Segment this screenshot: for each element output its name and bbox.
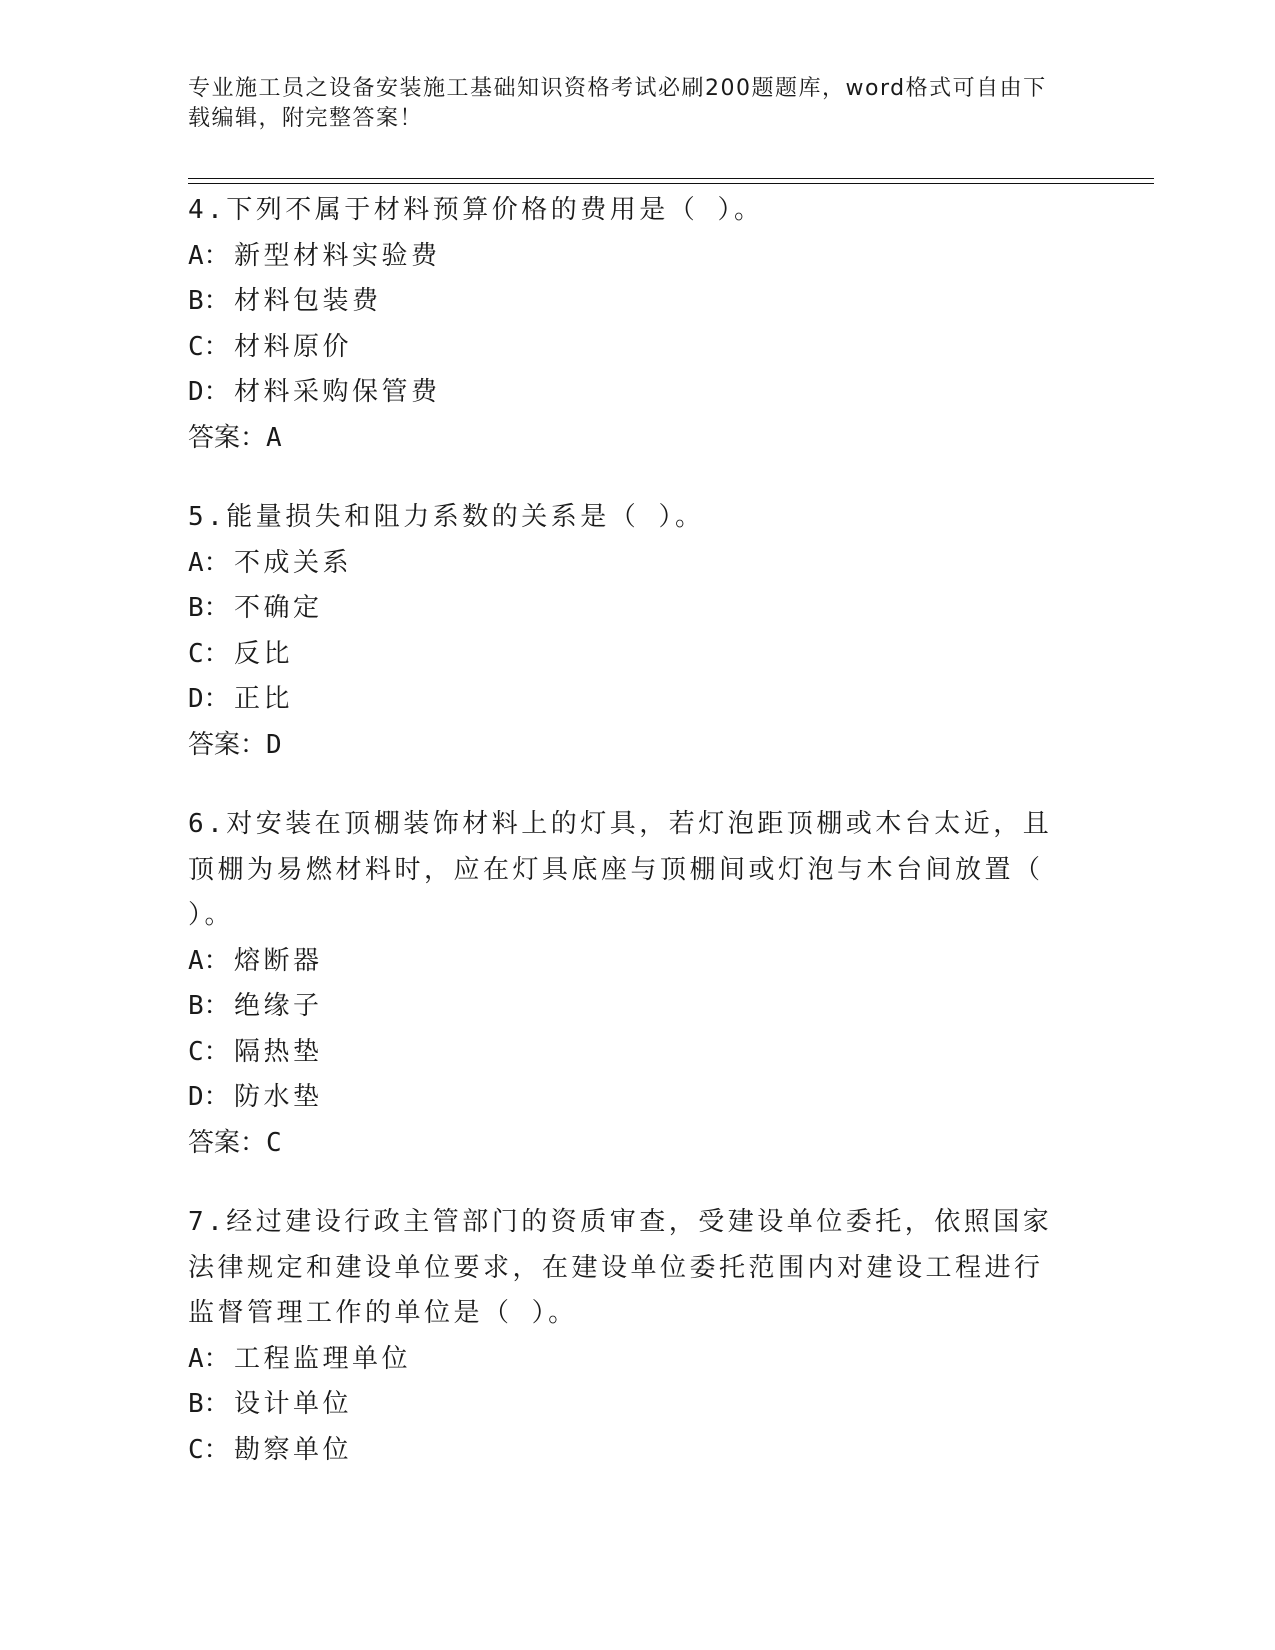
question-list xyxy=(188,188,1068,1507)
option-c xyxy=(188,325,1068,371)
question-4 xyxy=(188,188,1068,461)
option-text: 材料采购保管费 xyxy=(234,377,441,407)
option-d xyxy=(188,370,1068,416)
answer-line xyxy=(188,1121,1068,1167)
option-key: D： xyxy=(188,1082,230,1112)
answer-value: D xyxy=(266,729,282,760)
option-key: C： xyxy=(188,638,230,669)
question-stem: 4.下列不属于材料预算价格的费用是（ ）。 xyxy=(188,195,764,225)
option-text: 反比 xyxy=(234,638,294,669)
answer-value: A xyxy=(266,422,282,453)
option-key: C： xyxy=(188,1434,230,1465)
answer-line xyxy=(188,723,1068,769)
option-key: B： xyxy=(188,286,230,316)
option-text: 不成关系 xyxy=(234,547,353,578)
option-text: 熔断器 xyxy=(234,945,323,976)
option-a xyxy=(188,541,1068,587)
document-header: 专业施工员之设备安装施工基础知识资格考试必刷200题题库，word格式可自由下载编辑，附完整答案！ xyxy=(188,76,1047,131)
option-text: 材料原价 xyxy=(234,331,353,362)
answer-value: C xyxy=(266,1127,282,1158)
answer-label: 答案： xyxy=(188,1127,267,1158)
option-b xyxy=(188,984,1068,1030)
option-b xyxy=(188,586,1068,632)
option-d xyxy=(188,677,1068,723)
option-key: A： xyxy=(188,240,230,271)
option-key: D： xyxy=(188,377,230,407)
header-rule-bottom xyxy=(188,183,1154,184)
option-key: D： xyxy=(188,684,230,714)
answer-label: 答案： xyxy=(188,422,267,453)
option-c xyxy=(188,1428,1068,1474)
question-5 xyxy=(188,495,1068,768)
answer-label: 答案： xyxy=(188,729,267,760)
option-text: 绝缘子 xyxy=(234,991,323,1021)
option-c xyxy=(188,1030,1068,1076)
question-stem: 5.能量损失和阻力系数的关系是（ ）。 xyxy=(188,502,705,532)
option-a xyxy=(188,939,1068,985)
option-b xyxy=(188,279,1068,325)
option-c xyxy=(188,632,1068,678)
option-text: 正比 xyxy=(234,684,294,714)
header-rule-top xyxy=(188,178,1154,179)
option-key: B： xyxy=(188,991,230,1021)
question-stem: 6.对安装在顶棚装饰材料上的灯具，若灯泡距顶棚或木台太近，且顶棚为易燃材料时，应在灯具底座与顶棚间或灯泡与木台间放置（ ）。 xyxy=(188,809,1053,930)
option-key: C： xyxy=(188,331,230,362)
option-text: 工程监理单位 xyxy=(234,1343,412,1374)
option-d xyxy=(188,1075,1068,1121)
option-b xyxy=(188,1382,1068,1428)
option-text: 隔热垫 xyxy=(234,1036,323,1067)
option-text: 材料包装费 xyxy=(234,286,382,316)
question-7 xyxy=(188,1200,1068,1473)
question-stem: 7.经过建设行政主管部门的资质审查，受建设单位委托，依照国家法律规定和建设单位要求，在建设单位委托范围内对建设工程进行监督管理工作的单位是（ ）。 xyxy=(188,1207,1053,1328)
option-key: B： xyxy=(188,1389,230,1419)
option-a xyxy=(188,1337,1068,1383)
option-a xyxy=(188,234,1068,280)
option-key: C： xyxy=(188,1036,230,1067)
option-text: 设计单位 xyxy=(234,1389,353,1419)
question-6 xyxy=(188,802,1068,1166)
option-key: A： xyxy=(188,945,230,976)
option-text: 防水垫 xyxy=(234,1082,323,1112)
option-key: A： xyxy=(188,1343,230,1374)
option-key: B： xyxy=(188,593,230,623)
option-text: 不确定 xyxy=(234,593,323,623)
option-key: A： xyxy=(188,547,230,578)
option-text: 新型材料实验费 xyxy=(234,240,441,271)
option-text: 勘察单位 xyxy=(234,1434,353,1465)
answer-line xyxy=(188,416,1068,462)
